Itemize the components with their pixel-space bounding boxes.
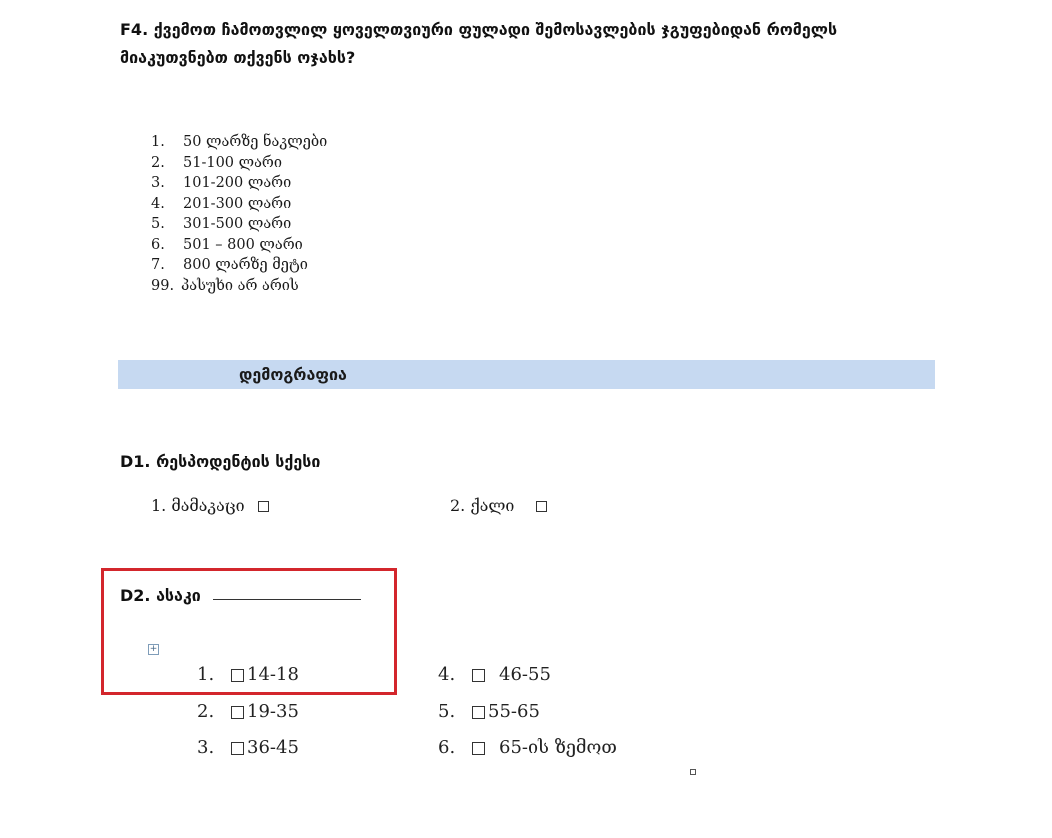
option-number: 99.: [151, 277, 175, 294]
age-option: [438, 736, 617, 760]
option-label: მამაკაცი: [171, 496, 245, 515]
table-move-handle-icon[interactable]: +: [149, 644, 158, 654]
option-label: 55-65: [488, 701, 540, 722]
option-label: 501 – 800 ლარი: [183, 236, 303, 253]
answer-blank-line: [213, 598, 361, 600]
option-label: 14-18: [247, 664, 299, 685]
income-option: [151, 153, 327, 174]
question-d1-title: D1. რესპოდენტის სქესი: [120, 452, 321, 471]
option-label: ქალი: [470, 496, 515, 515]
option-number: 1.: [151, 496, 167, 515]
option-number: 1.: [151, 134, 165, 150]
option-number: 3.: [151, 175, 165, 191]
age-option: [197, 736, 299, 760]
option-number: 2.: [197, 701, 215, 722]
income-option: [151, 255, 327, 276]
checkbox-icon[interactable]: [231, 742, 244, 755]
question-f4-title: F4. ქვემოთ ჩამოთვლილ ყოველთვიური ფულადი შემოსავლების ჯგუფებიდან რომელს მიაკუთვნებთ თქვენს ოჯახს?: [120, 20, 838, 67]
checkbox-icon[interactable]: [231, 706, 244, 719]
end-of-cell-marker-icon: [690, 769, 696, 775]
option-label: 800 ლარზე მეტი: [183, 257, 308, 273]
checkbox-icon[interactable]: [258, 501, 269, 512]
checkbox-icon[interactable]: [472, 742, 485, 755]
gender-option-female: [450, 494, 547, 518]
option-label: 201-300 ლარი: [183, 195, 292, 212]
income-option: [151, 214, 327, 235]
option-label: 65-ის ზემოთ: [499, 737, 617, 758]
option-label: 19-35: [247, 701, 299, 722]
checkbox-icon[interactable]: [472, 669, 485, 682]
checkbox-icon[interactable]: [536, 501, 547, 512]
option-label: 101-200 ლარი: [183, 175, 292, 191]
option-number: 3.: [197, 737, 215, 758]
income-option: [151, 235, 327, 256]
option-label: 50 ლარზე ნაკლები: [183, 134, 328, 150]
age-option: [197, 700, 299, 724]
question-d2-label: D2. ასაკი: [120, 586, 201, 605]
option-number: 6.: [438, 737, 456, 758]
option-number: 2.: [450, 496, 466, 515]
age-option: [438, 663, 551, 687]
option-number: 5.: [151, 216, 165, 232]
option-label: 51-100 ლარი: [183, 154, 282, 171]
section-title: დემოგრაფია: [239, 365, 347, 384]
income-option: [151, 173, 327, 194]
income-option: [151, 132, 327, 153]
option-label: პასუხი არ არის: [181, 277, 299, 294]
gender-option-male: [151, 494, 269, 518]
option-label: 46-55: [499, 664, 551, 685]
option-number: 1.: [197, 664, 215, 685]
option-number: 7.: [151, 257, 165, 273]
income-option: [151, 194, 327, 215]
age-option: [438, 700, 540, 724]
option-label: 36-45: [247, 737, 299, 758]
option-number: 6.: [151, 236, 165, 253]
option-number: 4.: [151, 195, 165, 212]
income-option: [151, 276, 327, 297]
option-number: 5.: [438, 701, 456, 722]
checkbox-icon[interactable]: [472, 706, 485, 719]
option-label: 301-500 ლარი: [183, 216, 292, 232]
income-options-list: [151, 132, 327, 296]
age-option: [197, 663, 299, 687]
section-header-bar: [118, 360, 935, 389]
option-number: 4.: [438, 664, 456, 685]
question-d2-title: [120, 582, 361, 610]
option-number: 2.: [151, 154, 165, 171]
checkbox-icon[interactable]: [231, 669, 244, 682]
